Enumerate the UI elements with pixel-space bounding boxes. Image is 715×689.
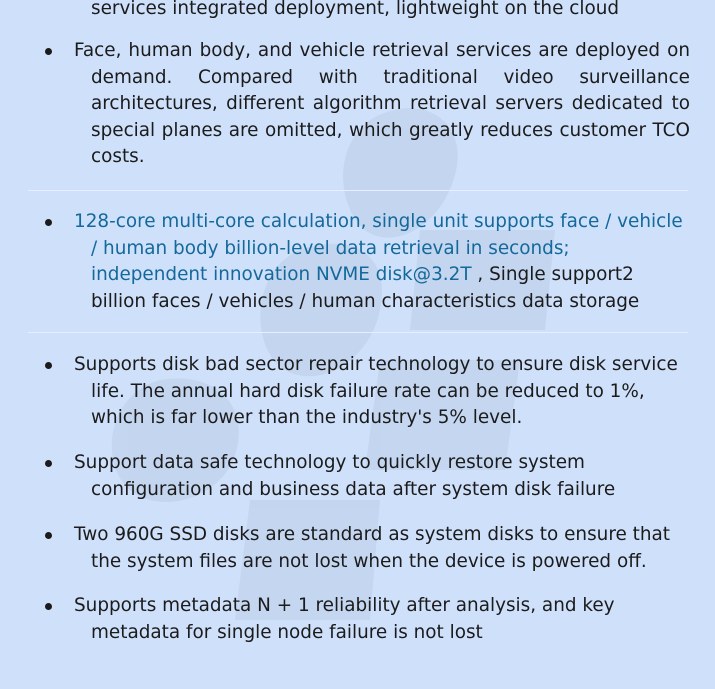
list-item	[0, 450, 715, 503]
list-item-continuation: services integrated deployment, lightweight on the cloud	[91, 0, 620, 19]
bullet-dot	[45, 362, 52, 369]
bullet-dot	[45, 460, 52, 467]
bullet-dot	[45, 219, 52, 226]
list-item-text: Supports disk bad sector repair technology to ensure disk service life. The annual hard disk failure rate can be reduced to 1%, which is far lower than the industry's 5% level.	[74, 354, 678, 429]
list-item-text: Face, human body, and vehicle retrieval services are deployed on demand. Compared with traditional video surveillance architectures, different algorithm retrieval servers dedicated to special planes are omitted, which greatly reduces customer TCO costs.	[74, 40, 690, 168]
list-item-text: Supports metadata N + 1 reliability after analysis, and key metadata for single node failure is not lost	[74, 595, 615, 643]
highlighted-text: 128-core multi-core calculation, single unit supports face / vehicle / human body billion-level data retrieval in seconds; independent innovation NVME disk@3.2T	[74, 211, 683, 286]
list-item-text: Support data safe technology to quickly restore system configuration and business data after system disk failure	[74, 452, 616, 500]
bullet-dot	[45, 603, 52, 610]
list-item	[0, 209, 715, 315]
divider	[28, 332, 688, 333]
list-item	[0, 593, 715, 646]
list-item	[0, 38, 715, 171]
bullet-dot	[45, 48, 52, 55]
plain-text: , Single support2 billion faces / vehicles / human characteristics data storage	[91, 264, 640, 312]
list-item-text	[74, 209, 691, 315]
list-item	[0, 352, 715, 432]
list-item-text: Two 960G SSD disks are standard as system disks to ensure that the system files are not lost when the device is powered off.	[74, 524, 670, 572]
list-item	[0, 522, 715, 575]
divider	[28, 190, 688, 191]
bullet-dot	[45, 532, 52, 539]
